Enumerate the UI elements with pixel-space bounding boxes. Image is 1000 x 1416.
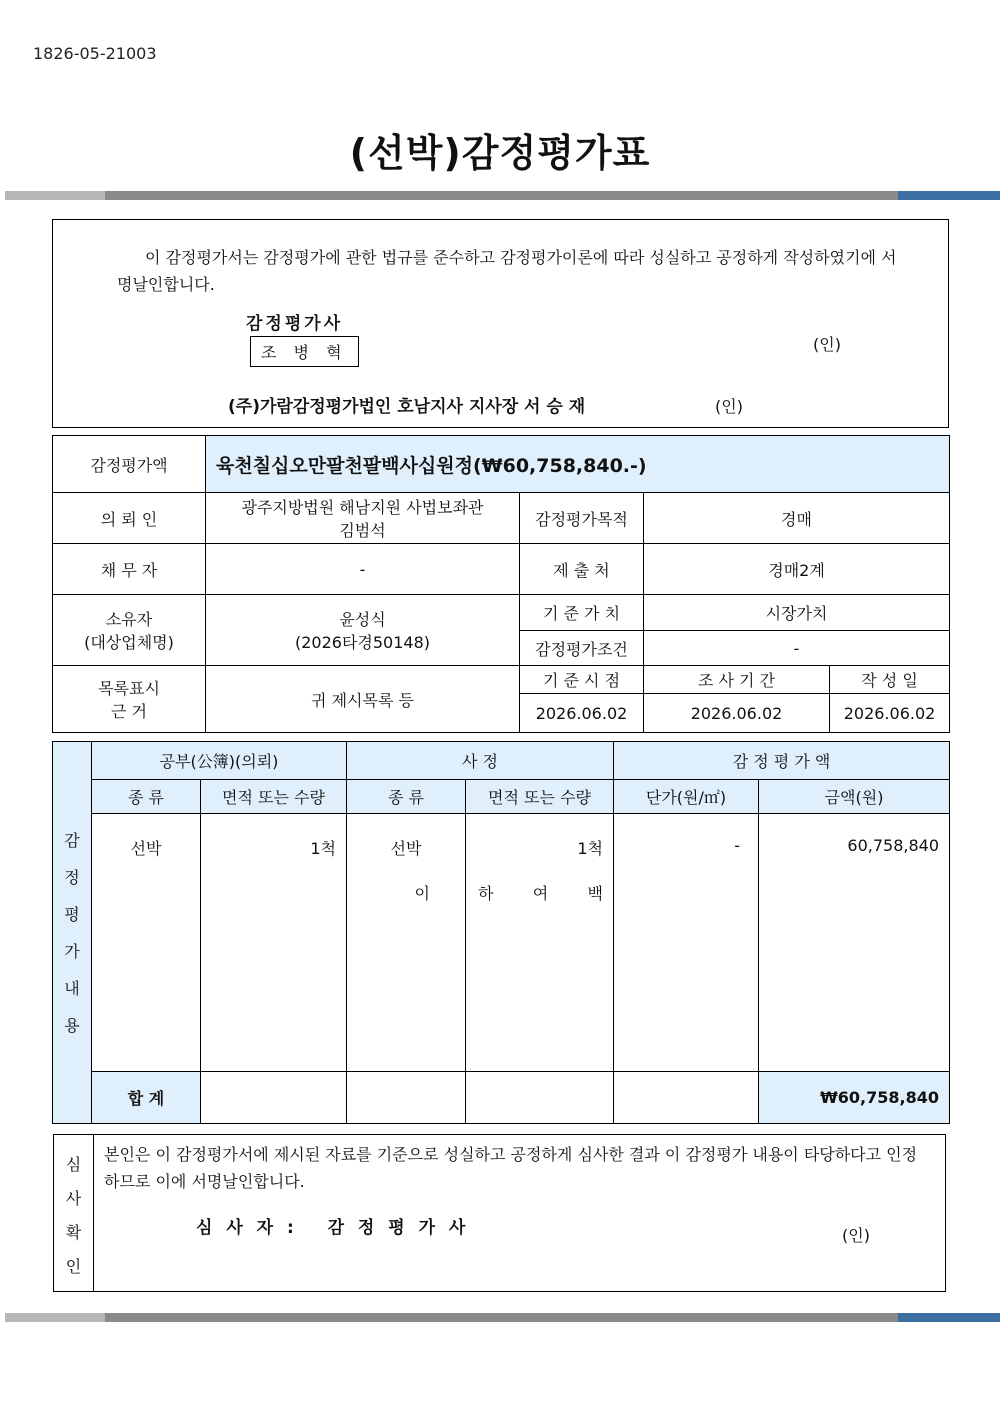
amount-value: 육천칠십오만팔천팔백사십원정(₩60,758,840.-) [206,436,950,493]
total-empty-2 [347,1072,466,1124]
total-empty-4 [614,1072,759,1124]
owner-value-line2: (2026타경50148) [294,633,430,652]
total-value: ₩60,758,840 [759,1072,950,1124]
total-empty-1 [201,1072,347,1124]
group-actual-header: 사 정 [347,742,614,780]
reviewer-seal: (인) [842,1226,870,1245]
detail-side-label [53,742,92,1124]
blank-char-2: 하 [478,884,494,903]
review-box [53,1134,946,1292]
document-number: 1826-05-21003 [33,44,157,63]
row-unit: - [614,814,759,1072]
col-area2-header: 면적 또는 수량 [466,780,614,814]
submit-value: 경매2계 [644,544,950,595]
client-value [206,493,520,544]
amount-label: 감정평가액 [53,436,206,493]
row-qty: 1척 [201,814,347,1072]
debtor-label: 채 무 자 [53,544,206,595]
review-text: 본인은 이 감정평가서에 제시된 자료를 기준으로 성실하고 공정하게 심사한 결과 이 감정평가 내용이 타당하다고 인정하므로 이에 서명날인합니다. [104,1145,918,1191]
condition-value: - [644,631,950,666]
list-label-line2: 근 거 [111,702,147,721]
review-side-char: 인 [65,1257,82,1276]
blank-char-1: 이 [414,884,431,903]
footer-divider [5,1313,1000,1322]
organization-name: (주)가람감정평가법인 호남지사 지사장 서 승 재 [228,397,586,417]
col-kind-header: 종 류 [92,780,201,814]
col-area-header: 면적 또는 수량 [201,780,347,814]
list-label [53,666,206,733]
submit-label: 제 출 처 [520,544,644,595]
appraiser-name: 조 병 혁 [250,336,359,367]
total-empty-3 [466,1072,614,1124]
owner-value-line1: 윤성식 [339,610,386,629]
col-kind2-header: 종 류 [347,780,466,814]
client-value-line2: 김범석 [339,521,386,540]
col-unit-header: 단가(원/㎡) [614,780,759,814]
row-kind2: 선박 [390,839,422,858]
list-label-line1: 목록표시 [98,679,160,698]
purpose-label: 감정평가목적 [520,493,644,544]
basis-date-value: 2026.06.02 [520,694,644,733]
review-side-char: 사 [65,1189,82,1208]
side-char: 감 [64,830,80,850]
list-value: 귀 제시목록 등 [206,666,520,733]
total-label: 합 계 [92,1072,201,1124]
appraisal-detail-table [52,741,950,1124]
basis-date-label: 기 준 시 점 [520,666,644,694]
appraisal-info-table [52,435,950,733]
blank-chars [466,881,613,904]
debtor-value: - [206,544,520,595]
row-qty2-cell [466,814,614,1072]
written-date-value: 2026.06.02 [830,694,950,733]
owner-label [53,595,206,666]
group-public-header: 공부(公簿)(의뢰) [92,742,347,780]
blank-char-3: 여 [532,884,549,903]
side-char: 정 [64,867,80,887]
review-side-char: 심 [65,1155,82,1174]
row-qty2: 1척 [577,839,604,858]
row-amount: 60,758,840 [759,814,950,1072]
basis-value-label: 기 준 가 치 [520,595,644,631]
header-divider [5,191,1000,200]
side-char: 용 [64,1015,80,1035]
appraiser-title: 감정평가사 [246,314,344,334]
certification-box [52,219,949,428]
side-char: 평 [64,904,80,924]
organization-seal: (인) [715,397,743,416]
side-char: 가 [64,941,80,961]
owner-label-line1: 소유자 [105,610,153,629]
side-char: 내 [64,978,80,998]
col-amount-header: 금액(원) [759,780,950,814]
survey-period-value: 2026.06.02 [644,694,830,733]
appraiser-seal: (인) [813,335,841,354]
owner-value [206,595,520,666]
condition-label: 감정평가조건 [520,631,644,666]
page-title: (선박)감정평가표 [349,131,651,175]
review-side-label [54,1135,94,1291]
blank-char-4: 백 [587,884,604,903]
purpose-value: 경매 [644,493,950,544]
owner-label-line2: (대상업체명) [84,633,174,652]
review-side-char: 확 [65,1223,82,1242]
row-kind: 선박 [92,814,201,1072]
row-kind2-cell [347,814,466,1072]
survey-period-label: 조 사 기 간 [644,666,830,694]
reviewer-signature: 심 사 자 : 감 정 평 가 사 [196,1218,470,1238]
basis-value-value: 시장가치 [644,595,950,631]
group-value-header: 감 정 평 가 액 [614,742,950,780]
certification-text: 이 감정평가서는 감정평가에 관한 법규를 준수하고 감정평가이론에 따라 성실하고 공정하게 작성하였기에 서명날인합니다. [117,248,897,294]
written-date-label: 작 성 일 [830,666,950,694]
client-label: 의 뢰 인 [53,493,206,544]
client-value-line1: 광주지방법원 해남지원 사법보좌관 [241,498,484,517]
